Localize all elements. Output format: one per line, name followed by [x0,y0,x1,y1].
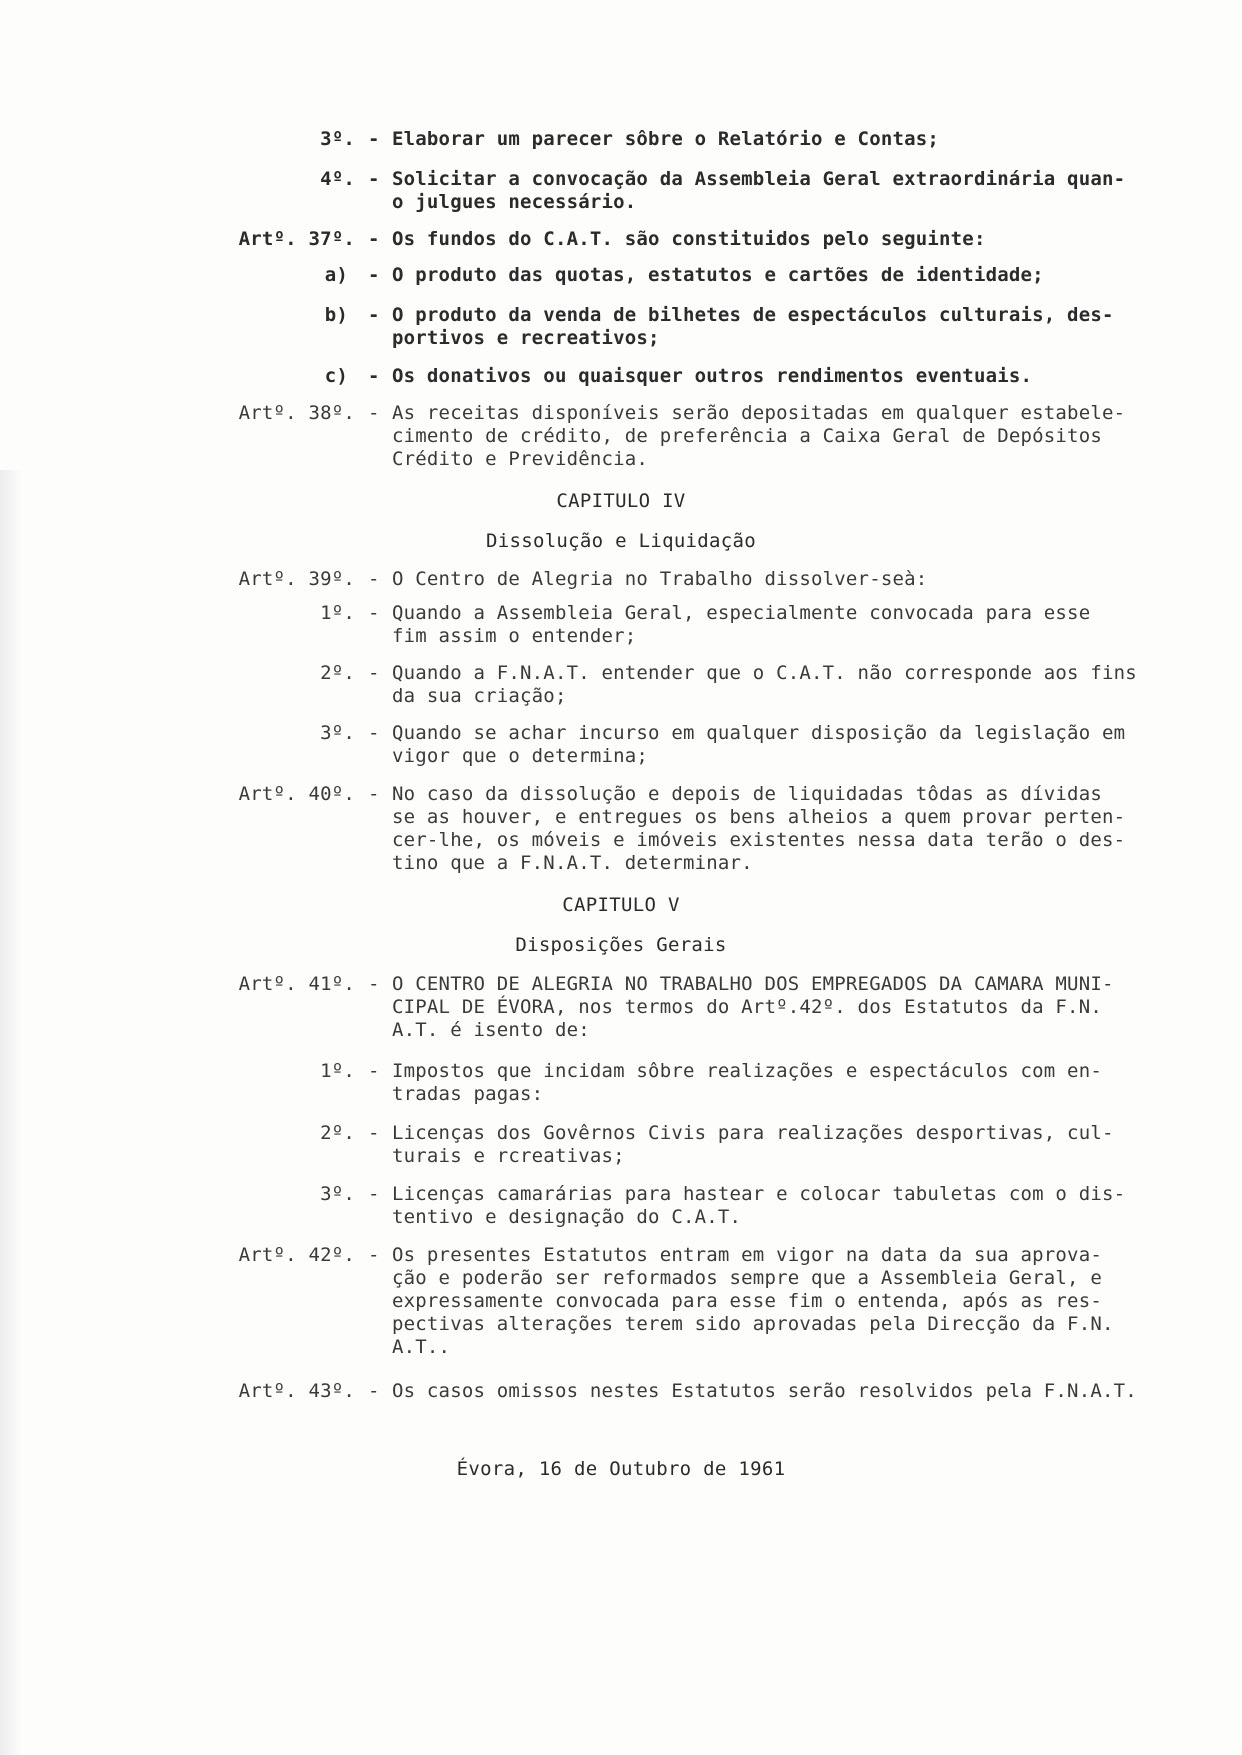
item-dash: - [368,973,380,995]
item-label: b) [324,304,348,326]
item-dash: - [368,602,380,624]
article-text: O CENTRO DE ALEGRIA NO TRABALHO DOS EMPREGADOS DA CAMARA MUNI- CIPAL DE ÉVORA, nos termos do Artº.42º. dos Estatutos da F.N. A.T. é isento de: [392,973,1114,1041]
item-label: 3º. [320,128,355,150]
item-dash: - [368,662,380,684]
item-dash: - [368,783,380,805]
article-label: Artº. 38º. [238,402,355,424]
item-dash: - [368,228,380,250]
item-label: 3º. [320,722,355,744]
article-text: Os casos omissos nestes Estatutos serão resolvidos pela F.N.A.T. [392,1380,1137,1402]
item-label: 4º. [320,168,355,190]
place-date-footer: Évora, 16 de Outubro de 1961 [456,1458,786,1480]
item-text: Licenças dos Govêrnos Civis para realizações desportivas, cul- turais e rcreativas; [392,1122,1114,1167]
article-label: Artº. 37º. [238,228,355,250]
item-dash: - [368,1244,380,1266]
item-dash: - [368,568,380,590]
item-label: 2º. [320,1122,355,1144]
item-text: Os donativos ou quaisquer outros rendimentos eventuais. [392,365,1033,387]
article-text: Os presentes Estatutos entram em vigor na data da sua aprova- ção e poderão ser reformados sempre que a Assembleia Geral, e expressamente convocada para esse fim o entenda, após as res- pectivas alterações terem sido aprovadas pela Direcção da F.N. A.T.. [392,1244,1114,1358]
item-dash: - [368,168,380,190]
article-label: Artº. 41º. [238,973,355,995]
article-text: As receitas disponíveis serão depositadas em qualquer estabele- cimento de crédito, de preferência a Caixa Geral de Depósitos Crédito e Previdência. [392,402,1126,470]
item-text: Impostos que incidam sôbre realizações e espectáculos com en- tradas pagas: [392,1060,1102,1105]
chapter-v-title: CAPITULO V [562,894,680,916]
item-text: Solicitar a convocação da Assembleia Geral extraordinária quan- o julgues necessário. [392,168,1126,213]
chapter-v-subtitle: Disposições Gerais [515,934,727,956]
item-dash: - [368,128,380,150]
item-text: O produto da venda de bilhetes de espectáculos culturais, des- portivos e recreativos; [392,304,1114,349]
item-text: Elaborar um parecer sôbre o Relatório e Contas; [392,128,940,150]
item-text: Quando a Assembleia Geral, especialmente convocada para esse fim assim o entender; [392,602,1091,647]
item-label: c) [324,365,348,387]
article-text: O Centro de Alegria no Trabalho dissolver-seà: [392,568,928,590]
item-dash: - [368,402,380,424]
chapter-iv-subtitle: Dissolução e Liquidação [486,530,756,552]
article-label: Artº. 39º. [238,568,355,590]
article-text: Os fundos do C.A.T. são constituidos pelo seguinte: [392,228,986,250]
item-dash: - [368,1060,380,1082]
item-dash: - [368,1183,380,1205]
item-dash: - [368,1380,380,1402]
article-label: Artº. 42º. [238,1244,355,1266]
item-text: O produto das quotas, estatutos e cartões de identidade; [392,264,1044,286]
item-label: 3º. [320,1183,355,1205]
article-text: No caso da dissolução e depois de liquidadas tôdas as dívidas se as houver, e entregues os bens alheios a quem provar perten- cer-lhe, os móveis e imóveis existentes nessa data terão o des- tino que a F.N.A.T. determinar. [392,783,1126,874]
item-text: Licenças camarárias para hastear e colocar tabuletas com o dis- tentivo e designação do C.A.T. [392,1183,1126,1228]
item-dash: - [368,264,380,286]
item-text: Quando a F.N.A.T. entender que o C.A.T. não corresponde aos fins da sua criação; [392,662,1137,707]
scan-edge-shadow [0,470,22,1755]
item-text: Quando se achar incurso em qualquer disposição da legislação em vigor que o determina; [392,722,1126,767]
item-dash: - [368,304,380,326]
item-dash: - [368,365,380,387]
item-label: a) [324,264,348,286]
item-label: 1º. [320,1060,355,1082]
item-dash: - [368,722,380,744]
item-dash: - [368,1122,380,1144]
article-label: Artº. 40º. [238,783,355,805]
item-label: 1º. [320,602,355,624]
chapter-iv-title: CAPITULO IV [556,490,686,512]
article-label: Artº. 43º. [238,1380,355,1402]
item-label: 2º. [320,662,355,684]
